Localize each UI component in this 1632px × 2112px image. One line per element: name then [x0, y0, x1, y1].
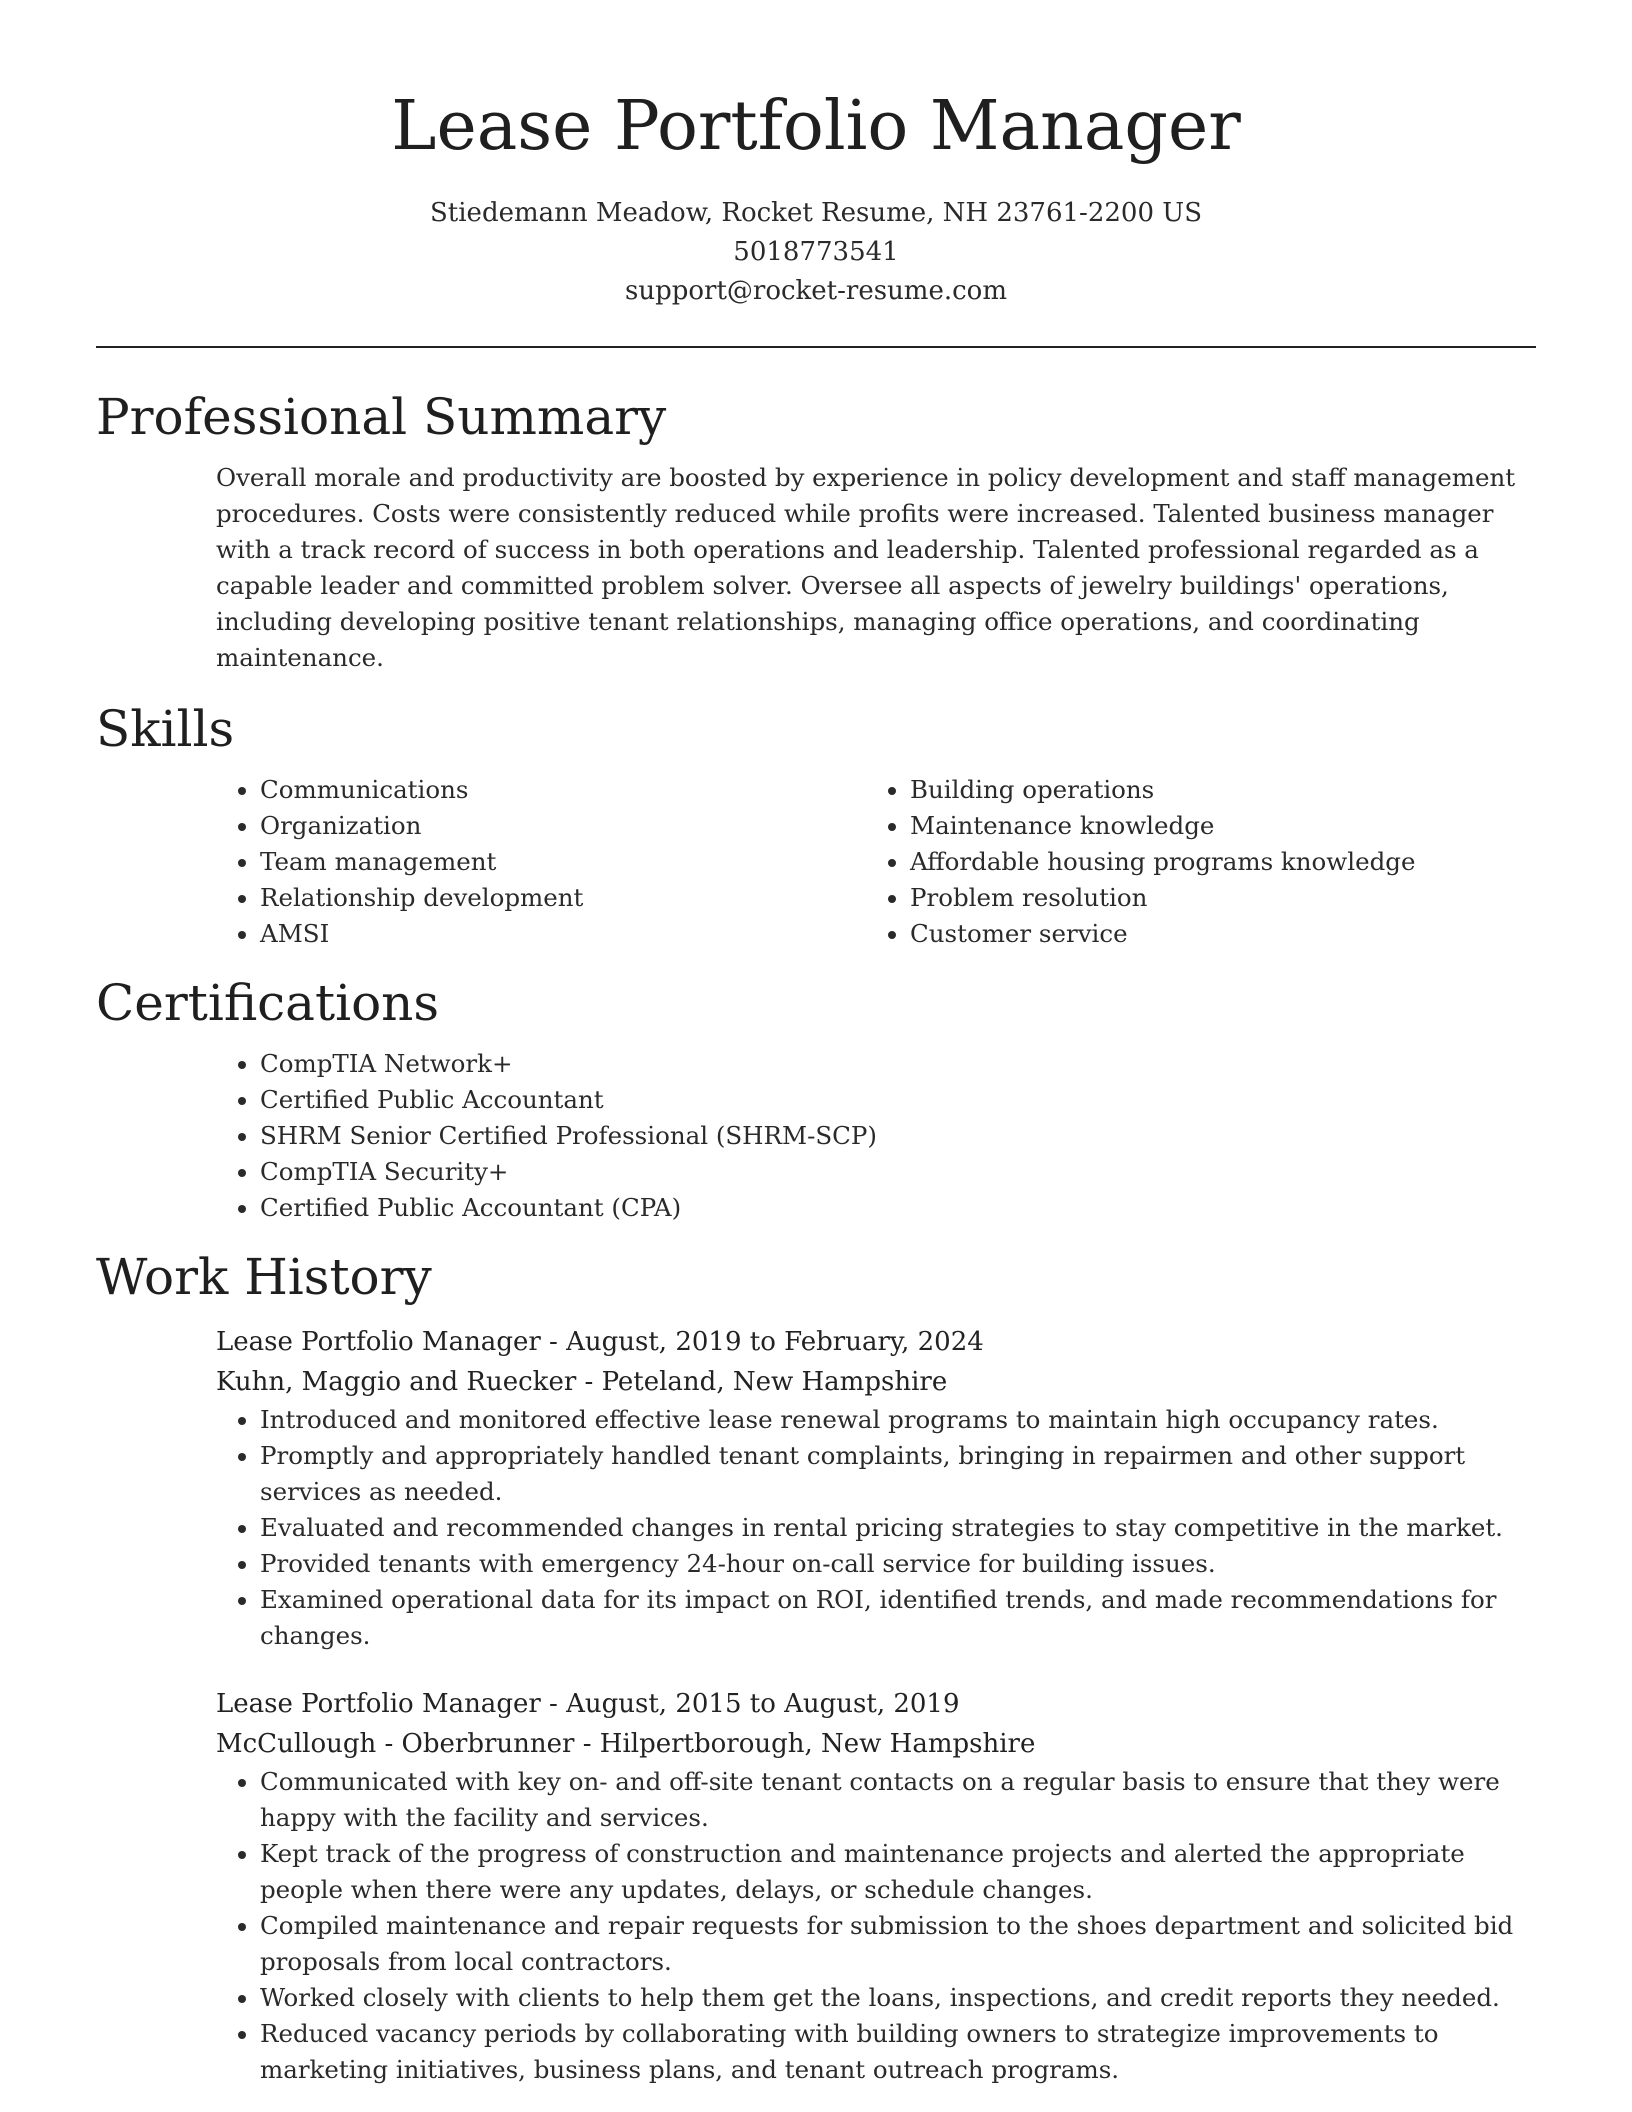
certification-item: • CompTIA Security+ [260, 1154, 1536, 1190]
contact-info [96, 194, 1536, 311]
skills-column-left [216, 772, 866, 952]
job-title-dates: Lease Portfolio Manager - August, 2019 to February, 2024 [216, 1327, 984, 1357]
certifications-body [216, 1046, 1536, 1226]
summary-heading: Professional Summary [96, 388, 667, 446]
job-duty-item: • Promptly and appropriately handled tenant complaints, bringing in repairmen and other support services as needed. [260, 1438, 1536, 1510]
job-duty-item: • Introduced and monitored effective lease renewal programs to maintain high occupancy rates. [260, 1402, 1536, 1438]
skills-grid [216, 772, 1536, 952]
candidate-name: Lease Portfolio Manager [391, 87, 1241, 166]
skills-list-right [866, 772, 1516, 952]
certifications-heading: Certifications [96, 974, 440, 1032]
skill-item: • Customer service [910, 916, 1516, 952]
skill-item: • Building operations [910, 772, 1516, 808]
work-history-heading: Work History [96, 1248, 432, 1306]
email-link[interactable]: support@rocket-resume.com [624, 276, 1007, 306]
address-text: Stiedemann Meadow, Rocket Resume, NH 23761-2200 US [429, 198, 1202, 228]
skill-item: • Relationship development [260, 880, 866, 916]
skill-item: • Team management [260, 844, 866, 880]
certification-item: • SHRM Senior Certified Professional (SHRM-SCP) [260, 1118, 1536, 1154]
skill-item: • Maintenance knowledge [910, 808, 1516, 844]
job-duty-item: • Compiled maintenance and repair requests for submission to the shoes department and solicited bid proposals from local contractors. [260, 1908, 1536, 1980]
skill-item: • AMSI [260, 916, 866, 952]
skill-item: • Organization [260, 808, 866, 844]
summary-body [216, 460, 1536, 676]
summary-section [96, 384, 1536, 676]
job-duty-item: • Provided tenants with emergency 24-hour on-call service for building issues. [260, 1546, 1536, 1582]
job-duties-list [216, 1402, 1536, 1654]
skills-section [96, 696, 1536, 952]
job-entry [216, 1684, 1536, 2088]
certification-item: • Certified Public Accountant [260, 1082, 1536, 1118]
resume-header [96, 0, 1536, 311]
job-duty-item: • Examined operational data for its impact on ROI, identified trends, and made recommendations for changes. [260, 1582, 1536, 1654]
job-company-location: Kuhn, Maggio and Ruecker - Peteland, New Hampshire [216, 1367, 948, 1397]
summary-text: Overall morale and productivity are boosted by experience in policy development and staff management procedures. Costs were consistently reduced while profits were increased. Talented business manager with a track record of success in both operations and leadership. Talented professional regarded as a capable leader and committed problem solver. Oversee all aspects of jewelry buildings' operations, including developing positive tenant relationships, managing office operations, and coordinating maintenance. [216, 463, 1516, 672]
skill-item: • Affordable housing programs knowledge [910, 844, 1516, 880]
job-duty-item: • Reduced vacancy periods by collaborating with building owners to strategize improvements to marketing initiatives, business plans, and tenant outreach programs. [260, 2016, 1536, 2088]
phone-text: 5018773541 [733, 237, 899, 267]
job-duty-item: • Worked closely with clients to help them get the loans, inspections, and credit reports they needed. [260, 1980, 1536, 2016]
job-company-location: McCullough - Oberbrunner - Hilpertborough, New Hampshire [216, 1729, 1036, 1759]
certification-item: • CompTIA Network+ [260, 1046, 1536, 1082]
header-divider [96, 346, 1536, 348]
job-duty-item: • Kept track of the progress of construction and maintenance projects and alerted the appropriate people when there were any updates, delays, or schedule changes. [260, 1836, 1536, 1908]
work-history-section [96, 1244, 1536, 2088]
job-duty-item: • Communicated with key on- and off-site tenant contacts on a regular basis to ensure that they were happy with the facility and services. [260, 1764, 1536, 1836]
skills-list-left [216, 772, 866, 952]
skills-column-right [866, 772, 1516, 952]
job-duty-item: • Evaluated and recommended changes in rental pricing strategies to stay competitive in the market. [260, 1510, 1536, 1546]
certifications-section [96, 970, 1536, 1226]
certifications-list [216, 1046, 1536, 1226]
job-duties-list [216, 1764, 1536, 2088]
job-entry [216, 1322, 1536, 1654]
skill-item: • Problem resolution [910, 880, 1516, 916]
skills-heading: Skills [96, 700, 235, 758]
job-title-dates: Lease Portfolio Manager - August, 2015 to August, 2019 [216, 1689, 960, 1719]
skill-item: • Communications [260, 772, 866, 808]
certification-item: • Certified Public Accountant (CPA) [260, 1190, 1536, 1226]
